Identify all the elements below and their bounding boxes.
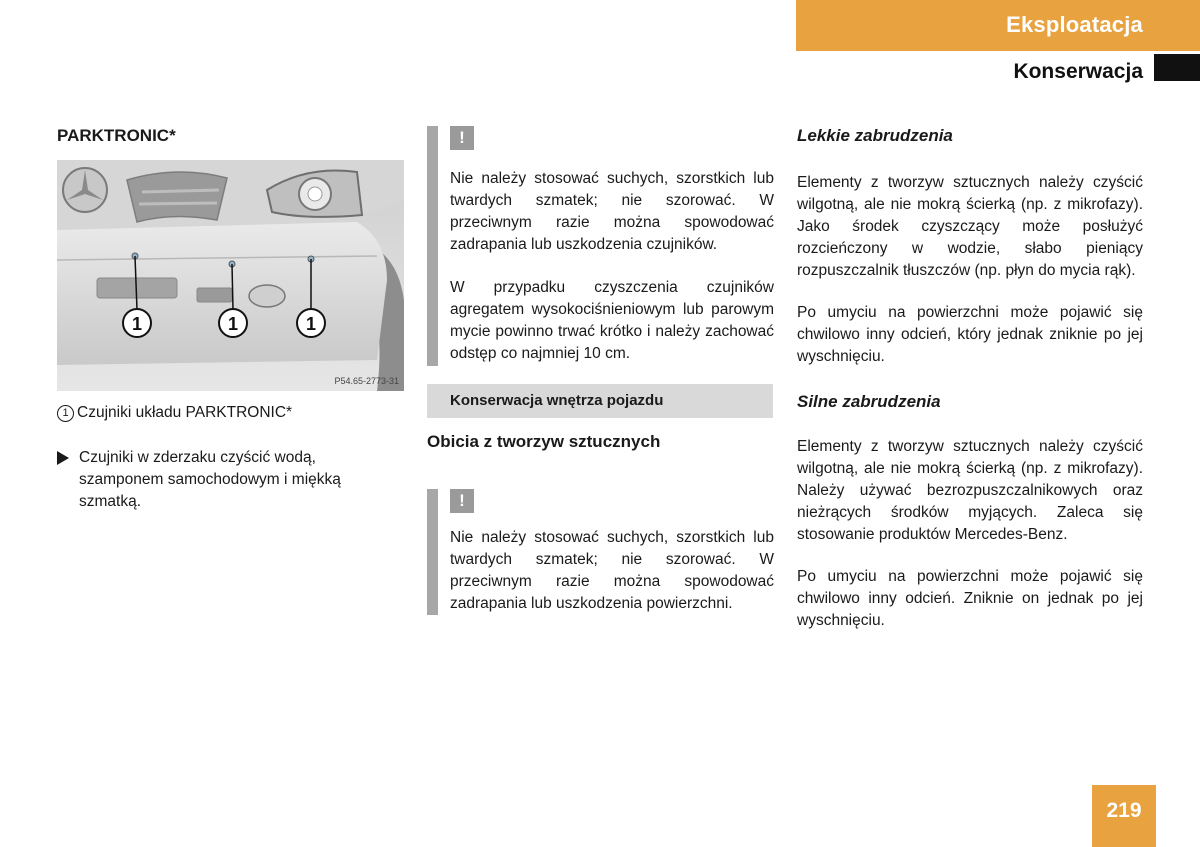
caption-number: 1 [57, 405, 74, 422]
figure-code: P54.65-2773-31 [334, 376, 399, 386]
sensor-callout-1 [123, 309, 151, 337]
warning-bar [427, 489, 438, 615]
instruction-step [57, 447, 397, 513]
callout-label: 1 [305, 314, 317, 334]
warning-bar [427, 126, 438, 366]
subsection-header [427, 384, 773, 418]
sensor-callout-2 [219, 309, 247, 337]
car-bumper-illustration [57, 160, 404, 391]
heavy-dirt-paragraph-2: Po umyciu na powierzchni może pojawić się chwilowo inny odcień. Zniknie on jednak po jej wyschnięciu. [797, 568, 1143, 629]
warning-icon: ! [450, 126, 474, 150]
chapter-title: Eksploatacja [1006, 12, 1143, 37]
light-dirt-heading: Lekkie zabrudzenia [797, 126, 953, 145]
figure-caption [57, 404, 292, 422]
light-dirt-paragraph-1: Elementy z tworzyw sztucznych należy czyścić wilgotną, ale nie mokrą ścierką (np. z mikrofazy). Jako środek czyszczący może posłużyć rozcieńczony w wodzie, słabo pieniący rozpuszczalnik tłuszczów (np. płyn do mycia rąk). [797, 174, 1143, 279]
heavy-dirt-heading: Silne zabrudzenia [797, 392, 941, 411]
instruction-text: Czujniki w zderzaku czyścić wodą, szamponem samochodowym i miękką szmatką. [79, 449, 341, 510]
parktronic-heading: PARKTRONIC* [57, 126, 176, 145]
chapter-bar [796, 0, 1200, 51]
callout-label: 1 [227, 314, 239, 334]
page-number: 219 [1106, 799, 1142, 822]
light-dirt-paragraph-2: Po umyciu na powierzchni może pojawić się chwilowo inny odcień, który jednak zniknie po jej wyschnięciu. [797, 304, 1143, 365]
caption-text: Czujniki układu PARKTRONIC* [77, 404, 293, 421]
arrow-right-icon [57, 451, 69, 465]
warning-1-paragraph-1: Nie należy stosować suchych, szorstkich lub twardych szmatek; nie szorować. W przeciwnym razie można spowodować zadrapania lub uszkodzenia czujników. [450, 170, 774, 253]
warning-1-paragraph-2: W przypadku czyszczenia czujników agregatem wysokociśnieniowym lub parowym mycie powinno trwać krótko i należy zachować odstęp co najmniej 10 cm. [450, 279, 774, 362]
callout-label: 1 [131, 314, 143, 334]
heavy-dirt-paragraph-1: Elementy z tworzyw sztucznych należy czyścić wilgotną, ale nie mokrą ścierką (np. z mikrofazy). Należy używać bezrozpuszczalnikowych oraz nieżrących środków myjących. Zaleca się stosowanie produktów Mercedes-Benz. [797, 438, 1143, 543]
warning-icon: ! [450, 489, 474, 513]
section-marker [1154, 54, 1200, 81]
section-title: Konserwacja [1013, 60, 1143, 83]
subsection-title: Konserwacja wnętrza pojazdu [450, 392, 664, 409]
car-bumper-figure [57, 160, 404, 391]
plastics-heading: Obicia z tworzyw sztucznych [427, 432, 661, 451]
sensor-callout-3 [297, 309, 325, 337]
page-number-box [1092, 785, 1156, 847]
warning-2-paragraph: Nie należy stosować suchych, szorstkich lub twardych szmatek; nie szorować. W przeciwnym razie można spowodować zadrapania lub uszkodzenia powierzchni. [450, 529, 774, 612]
